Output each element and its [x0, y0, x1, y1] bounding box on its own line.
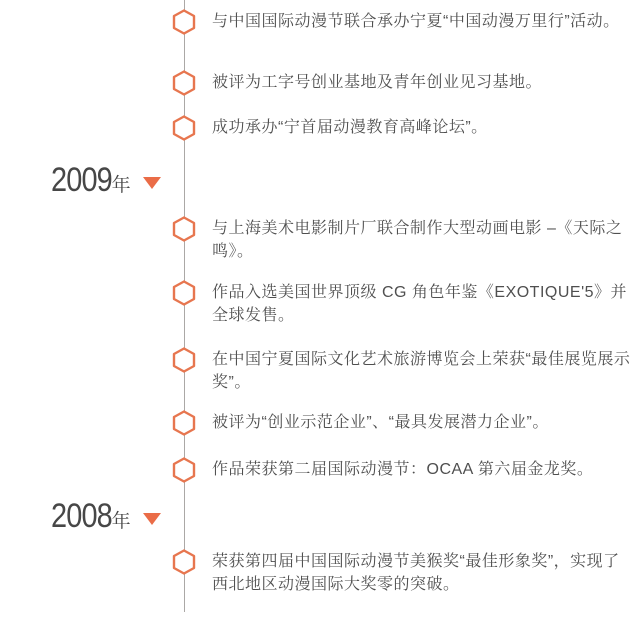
- event-text: 被评为工字号创业基地及青年创业见习基地。: [212, 74, 543, 91]
- year-marker-2008: [51, 498, 161, 534]
- timeline-event: [212, 458, 631, 481]
- timeline-event: [212, 116, 631, 139]
- timeline-event: [212, 348, 631, 394]
- hexagon-marker-icon: [172, 457, 196, 483]
- event-text: 成功承办“宁首届动漫教育高峰论坛”。: [212, 119, 488, 136]
- year-suffix-label: 年: [111, 510, 131, 532]
- hexagon-marker-icon: [172, 9, 196, 35]
- year-suffix-label: 年: [111, 174, 131, 196]
- event-text: 作品入选美国世界顶级 CG 角色年鉴《EXOTIQUE'5》并全球发售。: [212, 284, 628, 324]
- timeline-event: [212, 10, 631, 33]
- timeline-event: [212, 550, 631, 596]
- hexagon-marker-icon: [172, 347, 196, 373]
- event-text: 被评为“创业示范企业”、“最具发展潜力企业”。: [212, 414, 549, 431]
- triangle-down-icon: [143, 177, 161, 189]
- triangle-down-icon: [143, 513, 161, 525]
- year-label: 2008: [51, 497, 112, 535]
- hexagon-marker-icon: [172, 70, 196, 96]
- event-text: 作品荣获第二届国际动漫节：OCAA 第六届金龙奖。: [212, 461, 594, 478]
- timeline-event: [212, 281, 631, 327]
- event-text: 与上海美术电影制片厂联合制作大型动画电影 –《天际之鸣》。: [212, 220, 623, 260]
- hexagon-marker-icon: [172, 410, 196, 436]
- year-marker-2009: [51, 162, 161, 198]
- event-text: 在中国宁夏国际文化艺术旅游博览会上荣获“最佳展览展示奖”。: [212, 351, 631, 391]
- timeline-event: [212, 217, 631, 263]
- event-text: 荣获第四届中国国际动漫节美猴奖“最佳形象奖”，实现了西北地区动漫国际大奖零的突破。: [212, 553, 620, 593]
- hexagon-marker-icon: [172, 549, 196, 575]
- hexagon-marker-icon: [172, 115, 196, 141]
- year-label: 2009: [51, 161, 112, 199]
- timeline-event: [212, 411, 631, 434]
- hexagon-marker-icon: [172, 216, 196, 242]
- timeline-event: [212, 71, 631, 94]
- event-text: 与中国国际动漫节联合承办宁夏“中国动漫万里行”活动。: [212, 13, 620, 30]
- hexagon-marker-icon: [172, 280, 196, 306]
